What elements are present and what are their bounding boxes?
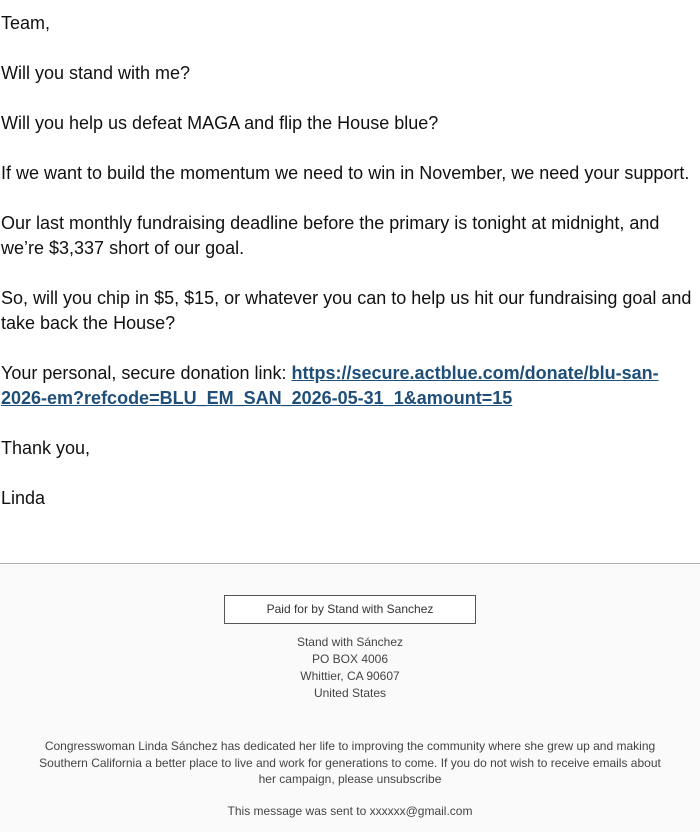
email-body <box>1 11 699 536</box>
paragraph-deadline: Our last monthly fundraising deadline before the primary is tonight at midnight, and we’re $3,337 short of our goal. <box>1 213 660 258</box>
greeting: Team, <box>1 13 51 33</box>
campaign-disclaimer: Congresswoman Linda Sánchez has dedicated her life to improving the community where she grew up and making Southern California a better place to live and work for generations to come. If you do not wish to receive emails about her campaign, please unsubscribe <box>39 739 661 786</box>
donation-link[interactable]: https://secure.actblue.com/donate/blu-san-2026-em?refcode=BLU_EM_SAN_2026-05-31_1&amount=15 <box>1 363 659 408</box>
address-line-country: United States <box>313 686 387 700</box>
paragraph-momentum: If we want to build the momentum we need to win in November, we need your support. <box>1 163 690 183</box>
recipient-notice: This message was sent to xxxxxx@gmail.com <box>227 804 473 818</box>
signature: Linda <box>1 488 46 508</box>
donation-link-paragraph <box>1 361 699 411</box>
paragraph-stand-with-me: Will you stand with me? <box>1 63 191 83</box>
paragraph-chip-in: So, will you chip in $5, $15, or whatever you can to help us hit our fundraising goal and take back the House? <box>1 288 692 333</box>
address-line-city: Whittier, CA 90607 <box>300 669 400 683</box>
paid-for-disclaimer-box: Paid for by Stand with Sanchez <box>224 595 476 624</box>
address-line-pobox: PO BOX 4006 <box>311 652 389 666</box>
donation-link-intro: Your personal, secure donation link: <box>1 363 292 383</box>
mailing-address <box>0 634 700 702</box>
closing: Thank you, <box>1 438 91 458</box>
footer <box>0 564 700 832</box>
address-line-org: Stand with Sánchez <box>296 635 404 649</box>
paragraph-flip-house: Will you help us defeat MAGA and flip the House blue? <box>1 113 439 133</box>
